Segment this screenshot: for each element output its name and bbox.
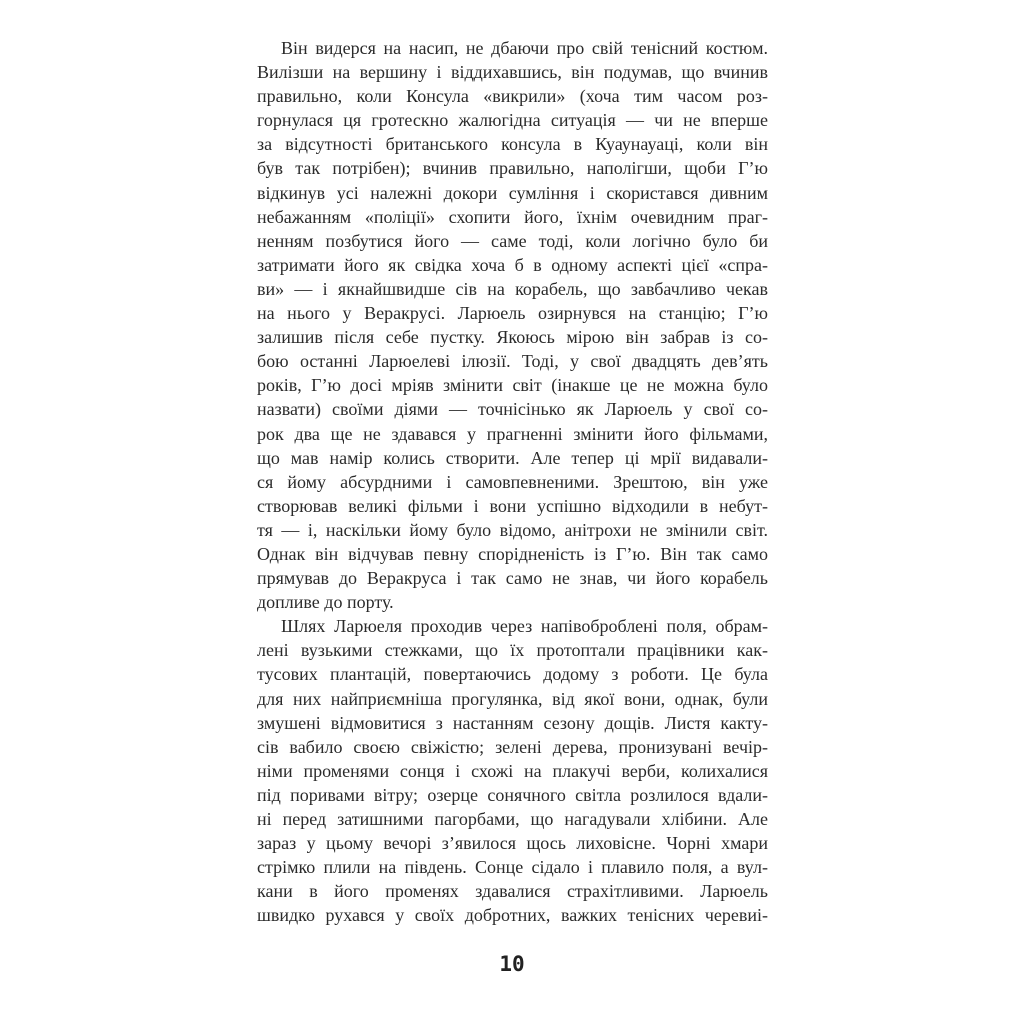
text-line: для них найприємніша прогулянка, від якої вони, однак, були — [257, 688, 768, 709]
text-line: за відсутності британського консула в Куаунауаці, коли він — [257, 134, 768, 155]
text-line: німи променями сонця і схожі на плакучі верби, колихалися — [257, 760, 768, 781]
text-line: Він видерся на насип, не дбаючи про свій тенісний костюм. — [281, 38, 768, 58]
text-line: років, Г’ю досі мріяв змінити світ (інакше це не можна було — [257, 375, 768, 396]
text-line: ні перед затишними пагорбами, що нагадували хлібини. Але — [257, 809, 768, 829]
text-line: Вилізши на вершину і віддихавшись, він подумав, що вчинив — [257, 62, 768, 83]
text-line: затримати його як свідка хоча б в одному аспекті цієї «спра- — [257, 254, 768, 275]
text-line: лені вузькими стежками, що їх протоптали працівники как- — [257, 640, 768, 661]
page-number: 10 — [499, 952, 525, 976]
text-line: горнулася ця гротескно жалюгідна ситуація — чи не вперше — [257, 110, 768, 131]
text-line: що мав намір колись створити. Але тепер ці мрії видавали- — [257, 447, 768, 468]
text-line: на нього у Веракрусі. Ларюель озирнувся на станцію; Г’ю — [257, 303, 768, 324]
text-line: був так потрібен); вчинив правильно, наполігши, щоби Г’ю — [257, 158, 768, 179]
text-line: тусових плантацій, повертаючись додому з роботи. Це була — [257, 664, 768, 685]
text-line: змушені відмовитися з настанням сезону дощів. Листя какту- — [257, 712, 768, 733]
text-line: кани в його променях здавалися страхітливими. Ларюель — [257, 881, 768, 902]
text-line: правильно, коли Консула «викрили» (хоча тим часом роз- — [257, 86, 768, 107]
text-line: допливе до порту. — [257, 592, 394, 613]
text-line: залишив після себе пустку. Якоюсь мірою він забрав із со- — [257, 327, 768, 348]
text-line: сів вабило своєю свіжістю; зелені дерева, пронизувані вечір- — [257, 736, 768, 757]
text-line: під поривами вітру; озерце сонячного світла розлилося вдали- — [257, 784, 768, 805]
text-line: стрімко плили на південь. Сонце сідало і плавило поля, а вул- — [257, 857, 768, 878]
text-line: назвати) своїми діями — точнісінько як Ларюель у свої со- — [257, 399, 768, 420]
text-line: ся йому абсурдними і самовпевненими. Зрештою, він уже — [257, 471, 768, 492]
text-line: відкинув усі належні докори сумління і скористався дивним — [257, 182, 768, 203]
text-line: Однак він відчував певну спорідненість із Г’ю. Він так само — [257, 543, 768, 564]
text-line: Шлях Ларюеля проходив через напівоброблені поля, обрам- — [281, 616, 768, 637]
page-body — [257, 36, 768, 927]
text-line: ви» — і якнайшвидше сів на корабель, що завбачливо чекав — [257, 278, 768, 299]
text-line: зараз у цьому вечорі з’явилося щось лиховісне. Чорні хмари — [257, 833, 768, 854]
paragraph — [257, 614, 768, 927]
text-line: ненням позбутися його — саме тоді, коли логічно було би — [257, 230, 768, 251]
text-line: тя — і, наскільки йому було відомо, анітрохи не змінили світ. — [257, 519, 768, 540]
text-line: рок два ще не здавався у прагненні змінити його фільмами, — [257, 423, 768, 444]
text-line: бою останні Ларюелеві ілюзії. Тоді, у свої двадцять дев’ять — [257, 351, 768, 372]
text-line: прямував до Веракруса і так само не знав, чи його корабель — [257, 568, 768, 589]
text-line: створював великі фільми і вони успішно відходили в небут- — [257, 495, 768, 516]
paragraph — [257, 36, 768, 614]
text-line: небажанням «поліції» схопити його, їхнім очевидним праг- — [257, 206, 768, 227]
text-line: швидко рухався у своїх добротних, важких тенісних черевиі- — [257, 905, 768, 926]
